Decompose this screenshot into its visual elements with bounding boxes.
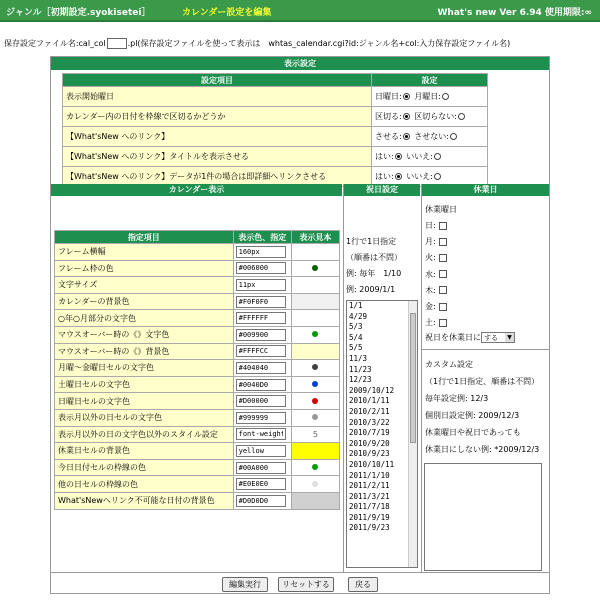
table-row: 日曜日セルの文字色 #D00000 bbox=[55, 393, 340, 410]
reset-button[interactable]: リセットする bbox=[278, 577, 334, 592]
radio-button[interactable] bbox=[450, 133, 457, 140]
list-item: 2010/3/22 bbox=[349, 417, 390, 427]
day-off-item: 木: bbox=[425, 285, 447, 296]
table-row: フレーム横幅 160px bbox=[55, 244, 340, 261]
table-row: ○年○月部分の文字色 #FFFFFF bbox=[55, 310, 340, 327]
holiday-notes: 1行で1日指定 （順番は不問） 例: 毎年 1/10 例: 2009/1/1 bbox=[346, 237, 402, 294]
color-value-input[interactable] bbox=[236, 312, 286, 324]
radio-button[interactable] bbox=[434, 173, 441, 180]
color-dot-icon bbox=[312, 398, 318, 404]
file-name-input[interactable] bbox=[107, 38, 127, 49]
sample-cell bbox=[291, 310, 339, 327]
day-off-item: 火: bbox=[425, 252, 447, 263]
page-title: カレンダー設定を編集 bbox=[182, 8, 272, 18]
holiday-off-row: 祝日を休業日に する ▼ bbox=[425, 332, 515, 343]
table-row: 【What'sNew へのリンク】 させる: させない: bbox=[63, 127, 488, 147]
holiday-off-select[interactable]: する ▼ bbox=[481, 332, 515, 343]
sample-cell bbox=[291, 393, 339, 410]
table-row: 休業日セルの背景色 yellow bbox=[55, 443, 340, 460]
color-value-input[interactable] bbox=[236, 462, 286, 474]
color-dot-icon bbox=[312, 464, 318, 470]
color-dot-icon bbox=[312, 481, 318, 487]
color-value-input[interactable] bbox=[236, 379, 286, 391]
sample-cell bbox=[291, 443, 339, 460]
list-item: 2010/7/19 bbox=[349, 428, 390, 438]
sample-cell bbox=[291, 343, 339, 360]
list-item: 2011/3/21 bbox=[349, 491, 390, 501]
radio-button[interactable] bbox=[395, 173, 402, 180]
genre-label: ジャンル［初期設定.syokisetei］ bbox=[6, 8, 151, 18]
divider bbox=[422, 349, 549, 350]
list-item: 2011/2/11 bbox=[349, 481, 390, 491]
color-dot-icon bbox=[312, 364, 318, 370]
list-item: 4/29 bbox=[349, 311, 368, 321]
list-item: 5/3 bbox=[349, 322, 363, 332]
list-item: 2010/1/11 bbox=[349, 396, 390, 406]
color-value-input[interactable] bbox=[236, 329, 286, 341]
sample-cell bbox=[291, 492, 339, 509]
table-row: カレンダーの背景色 #F0F0F0 bbox=[55, 293, 340, 310]
color-value-input[interactable] bbox=[236, 428, 286, 440]
radio-button[interactable] bbox=[403, 113, 410, 120]
sample-cell bbox=[291, 459, 339, 476]
color-value-input[interactable] bbox=[236, 478, 286, 490]
holiday-settings-title: 祝日設定 bbox=[344, 184, 420, 196]
display-settings-table: 設定項目 設定 表示開始曜日 日曜日: 月曜日: カレンダー内の日付を枠線で区切るかどうか 区切る: 区切らない: 【What'sNew へのリンク】 させる: させない: 【What'sNew へのリンク】タイトルを表示させる はい: いいえ: 【What'sNew へのリンク】データが1件の場合は即詳細へリンクさせる はい: いいえ: bbox=[62, 73, 488, 187]
color-value-input[interactable] bbox=[236, 246, 286, 258]
table-row: 土曜日セルの文字色 #0040D0 bbox=[55, 376, 340, 393]
list-item: 2011/9/19 bbox=[349, 512, 390, 522]
list-item: 2010/9/20 bbox=[349, 438, 390, 448]
color-value-input[interactable] bbox=[236, 395, 286, 407]
days-off-title: 休業日 bbox=[422, 184, 549, 196]
radio-button[interactable] bbox=[403, 133, 410, 140]
sample-cell bbox=[291, 360, 339, 377]
divider bbox=[50, 572, 550, 573]
submit-button[interactable]: 編集実行 bbox=[222, 577, 268, 592]
day-off-checkbox[interactable] bbox=[439, 222, 447, 230]
color-value-input[interactable] bbox=[236, 345, 286, 357]
table-row: マウスオーバー時の《》文字色 #009900 bbox=[55, 326, 340, 343]
day-off-checkbox[interactable] bbox=[439, 319, 447, 327]
day-off-item: 日: bbox=[425, 220, 447, 231]
color-dot-icon bbox=[312, 414, 318, 420]
day-off-checkbox[interactable] bbox=[439, 286, 447, 294]
sample-cell bbox=[291, 260, 339, 277]
list-item: 2009/10/12 bbox=[349, 385, 395, 395]
sample-cell: 5 bbox=[291, 426, 339, 443]
list-item: 11/3 bbox=[349, 353, 368, 363]
sample-cell bbox=[291, 409, 339, 426]
sample-cell bbox=[291, 244, 339, 261]
list-item: 1/1 bbox=[349, 301, 363, 310]
scrollbar[interactable] bbox=[408, 301, 417, 567]
color-value-input[interactable] bbox=[236, 296, 286, 308]
table-row: 表示月以外の日の文字色以外のスタイル設定 font-weight: 5 bbox=[55, 426, 340, 443]
list-item: 12/23 bbox=[349, 375, 372, 385]
version-label: What's new Ver 6.94 使用期限:∞ bbox=[437, 8, 592, 18]
color-value-input[interactable] bbox=[236, 412, 286, 424]
list-item: 2010/2/11 bbox=[349, 406, 390, 416]
column-divider bbox=[421, 184, 422, 572]
day-off-checkbox[interactable] bbox=[439, 270, 447, 278]
color-dot-icon bbox=[312, 381, 318, 387]
color-value-input[interactable] bbox=[236, 445, 286, 457]
day-off-item: 水: bbox=[425, 269, 447, 280]
list-item: 11/23 bbox=[349, 364, 372, 374]
list-item: 2010/10/11 bbox=[349, 459, 395, 469]
day-off-item: 金: bbox=[425, 301, 447, 312]
table-row: 表示月以外の日セルの文字色 #999999 bbox=[55, 409, 340, 426]
calendar-display-table: 指定項目 表示色、指定 表示見本 フレーム横幅 160px フレーム枠の色 #006000 文字サイズ 11px カレンダーの背景色 #F0F0F0 ○年○月部分の文字色 #FFFFFF マウスオーバー時の《》文字色 #009900 マウスオーバー時の《》背景色 #FFFFCC 月曜～金曜日セルの文字色 #404040 土曜日セルの文字色 #0040D0 日曜日セルの文字色 #D00000 表示月以外の日セルの文字色 #999999 表示月以外の日の文字色以外のスタイル設定 font-weight: 5 休業日セルの背景色 yellow 今日日付セルの枠線の色 #00A000 他の日セルの枠線の色 #E0E0E0 What'sNewへリンク不可能な日付の背景色 #D0D0D0 bbox=[54, 230, 340, 510]
day-off-checkbox[interactable] bbox=[439, 254, 447, 262]
table-row: 【What'sNew へのリンク】タイトルを表示させる はい: いいえ: bbox=[63, 147, 488, 167]
header-bar bbox=[0, 0, 600, 22]
weekday-off-label: 休業曜日 bbox=[425, 205, 457, 214]
color-value-input[interactable] bbox=[236, 279, 286, 291]
color-value-input[interactable] bbox=[236, 262, 286, 274]
day-off-item: 月: bbox=[425, 236, 447, 247]
column-divider bbox=[343, 184, 344, 572]
list-item: 5/5 bbox=[349, 343, 363, 353]
radio-button[interactable] bbox=[458, 113, 465, 120]
holiday-list-textarea[interactable] bbox=[346, 300, 418, 568]
table-row: 文字サイズ 11px bbox=[55, 277, 340, 294]
color-value-input[interactable] bbox=[236, 495, 286, 507]
radio-button[interactable] bbox=[395, 153, 402, 160]
custom-days-textarea[interactable] bbox=[424, 463, 542, 571]
sample-cell bbox=[291, 277, 339, 294]
calendar-display-title: カレンダー表示 bbox=[51, 184, 342, 196]
radio-button[interactable] bbox=[442, 93, 449, 100]
sample-cell bbox=[291, 476, 339, 493]
table-row: フレーム枠の色 #006000 bbox=[55, 260, 340, 277]
table-row: 【What'sNew へのリンク】データが1件の場合は即詳細へリンクさせる はい: いいえ: bbox=[63, 167, 488, 187]
color-dot-icon bbox=[312, 331, 318, 337]
color-dot-icon bbox=[312, 265, 318, 271]
table-row: What'sNewへリンク不可能な日付の背景色 #D0D0D0 bbox=[55, 492, 340, 509]
table-row: マウスオーバー時の《》背景色 #FFFFCC bbox=[55, 343, 340, 360]
table-row: 今日日付セルの枠線の色 #00A000 bbox=[55, 459, 340, 476]
list-item: 2011/1/10 bbox=[349, 470, 390, 480]
file-name-line: 保存設定ファイル名:cal_col .pl(保存設定ファイルを使って表示は whtas_calendar.cgi?id:ジャンル名+col:入力保存設定ファイル名) bbox=[4, 39, 511, 48]
scrollbar-thumb[interactable] bbox=[410, 313, 416, 443]
display-settings-title: 表示設定 bbox=[51, 57, 549, 70]
sample-cell bbox=[291, 326, 339, 343]
table-row: カレンダー内の日付を枠線で区切るかどうか 区切る: 区切らない: bbox=[63, 107, 488, 127]
day-off-item: 土: bbox=[425, 317, 447, 328]
list-item: 2011/7/18 bbox=[349, 502, 390, 512]
radio-button[interactable] bbox=[434, 153, 441, 160]
list-item: 2010/9/23 bbox=[349, 449, 390, 459]
chevron-down-icon: ▼ bbox=[505, 333, 514, 342]
list-item: 5/4 bbox=[349, 332, 363, 342]
day-off-checkbox[interactable] bbox=[439, 303, 447, 311]
sample-cell bbox=[291, 293, 339, 310]
table-row: 他の日セルの枠線の色 #E0E0E0 bbox=[55, 476, 340, 493]
sample-cell bbox=[291, 376, 339, 393]
table-row: 月曜～金曜日セルの文字色 #404040 bbox=[55, 360, 340, 377]
day-off-checkbox[interactable] bbox=[439, 238, 447, 246]
custom-notes: カスタム設定 （1行で1日指定、順番は不問） 毎年設定例: 12/3 個別日設定例: 2009/12/3 休業曜日や祝日であっても 休業日にしない例: *2009/12/3 bbox=[425, 360, 540, 454]
radio-button[interactable] bbox=[403, 93, 410, 100]
color-value-input[interactable] bbox=[236, 362, 286, 374]
back-button[interactable]: 戻る bbox=[348, 577, 378, 592]
table-row: 表示開始曜日 日曜日: 月曜日: bbox=[63, 87, 488, 107]
list-item: 2011/9/23 bbox=[349, 523, 390, 533]
